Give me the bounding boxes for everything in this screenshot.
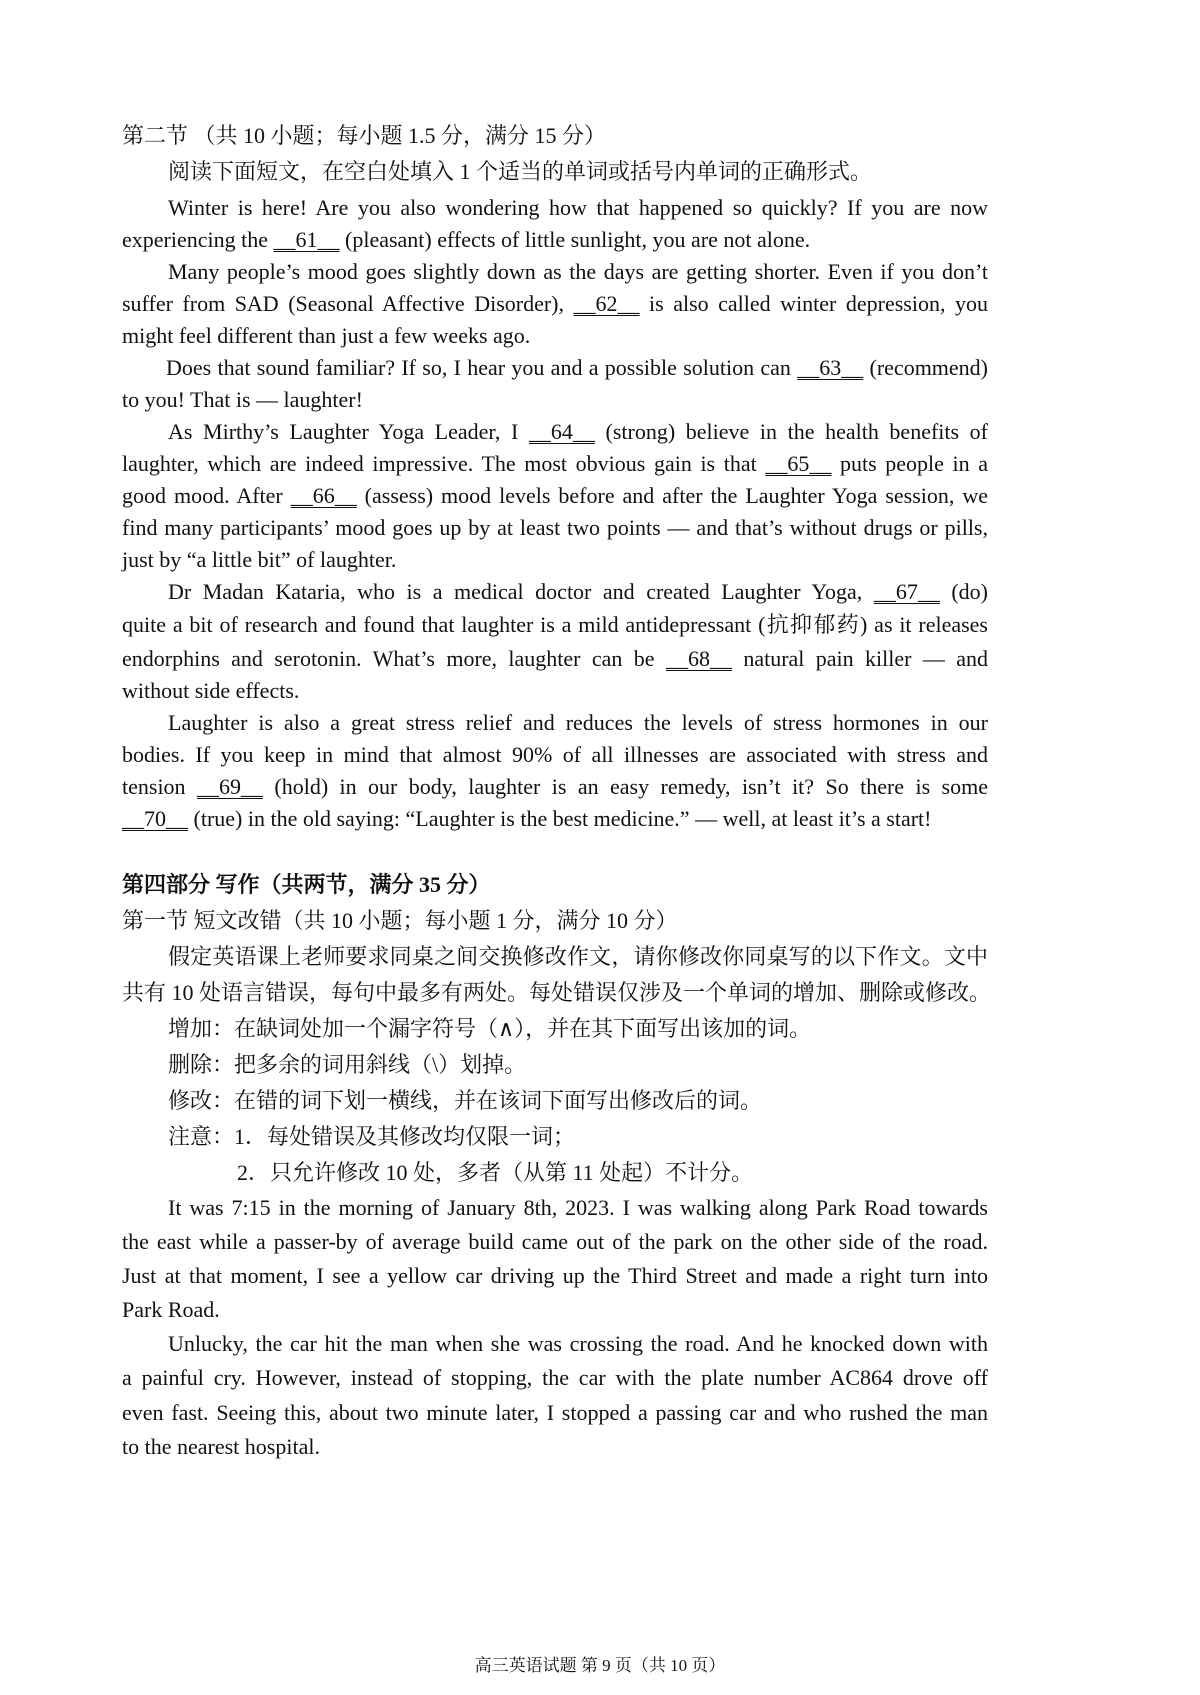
rule-delete: 删除：把多余的词用斜线（\）划掉。 [168, 1052, 527, 1077]
passage-line: experiencing the __61__ (pleasant) effects of little sunlight, you are not alone. [122, 227, 811, 252]
passage-line: __70__ (true) in the old saying: “Laughter is the best medicine.” — well, at least it’s a start! [122, 806, 932, 831]
passage-line: suffer from SAD (Seasonal Affective Disorder), __62__ is also called winter depression, you [122, 291, 988, 316]
note-1: 注意：1．每处错误及其修改均仅限一词； [168, 1124, 576, 1149]
essay-line: It was 7:15 in the morning of January 8th, 2023. I was walking along Park Road towards [168, 1195, 988, 1220]
passage-line: to you! That is — laughter! [122, 387, 363, 412]
note-2: 2．只允许修改 10 处，多者（从第 11 处起）不计分。 [237, 1160, 754, 1185]
passage-line: quite a bit of research and found that laughter is a mild antidepressant (抗抑郁药) as it releases [122, 612, 988, 637]
essay-line: Just at that moment, I see a yellow car driving up the Third Street and made a right turn into [122, 1263, 988, 1288]
part-heading: 第四部分 写作（共两节，满分 35 分） [122, 872, 491, 897]
passage-line: endorphins and serotonin. What’s more, laughter can be __68__ natural pain killer — and [122, 646, 989, 671]
passage-line: tension __69__ (hold) in our body, laughter is an easy remedy, isn’t it? So there is some [122, 774, 988, 799]
blank-66: __66__ [290, 483, 357, 508]
passage-line: good mood. After __66__ (assess) mood levels before and after the Laughter Yoga session, we [122, 483, 988, 508]
passage-line: Laughter is also a great stress relief and reduces the levels of stress hormones in our [168, 710, 988, 735]
instruction-line: 共有 10 处语言错误，每句中最多有两处。每处错误仅涉及一个单词的增加、删除或修改。 [122, 980, 992, 1005]
passage-line: laughter, which are indeed impressive. The most obvious gain is that __65__ puts people in a [122, 451, 988, 476]
passage-line: find many participants’ mood goes up by at least two points — and that’s without drugs or pills, [122, 515, 988, 540]
blank-61: __61__ [273, 227, 340, 252]
blank-64: __64__ [528, 419, 595, 444]
section-instruction: 阅读下面短文，在空白处填入 1 个适当的单词或括号内单词的正确形式。 [168, 159, 873, 184]
passage-line: just by “a little bit” of laughter. [122, 547, 397, 572]
blank-63: __63__ [797, 355, 864, 380]
essay-line: to the nearest hospital. [122, 1434, 320, 1459]
blank-69: __69__ [196, 774, 263, 799]
blank-70: __70__ [122, 806, 188, 831]
rule-modify: 修改：在错的词下划一横线，并在该词下面写出修改后的词。 [168, 1088, 763, 1113]
essay-line: a painful cry. However, instead of stopping, the car with the plate number AC864 drove off [122, 1365, 988, 1390]
blank-65: __65__ [765, 451, 832, 476]
passage-line: Does that sound familiar? If so, I hear you and a possible solution can __63__ (recommend) [166, 355, 989, 380]
subsection-heading: 第一节 短文改错（共 10 小题；每小题 1 分，满分 10 分） [122, 908, 678, 933]
passage-line: As Mirthy’s Laughter Yoga Leader, I __64__ (strong) believe in the health benefits of [168, 419, 989, 444]
passage-line: bodies. If you keep in mind that almost 90% of all illnesses are associated with stress and [122, 742, 988, 767]
essay-line: even fast. Seeing this, about two minute later, I stopped a passing car and who rushed the man [122, 1400, 988, 1425]
blank-62: __62__ [573, 291, 640, 316]
essay-line: Park Road. [122, 1297, 220, 1322]
instruction-line: 假定英语课上老师要求同桌之间交换修改作文，请你修改你同桌写的以下作文。文中 [168, 944, 988, 969]
rule-add: 增加：在缺词处加一个漏字符号（∧），并在其下面写出该加的词。 [168, 1016, 812, 1041]
section-heading: 第二节 （共 10 小题；每小题 1.5 分，满分 15 分） [122, 123, 607, 148]
blank-67: __67__ [873, 579, 940, 604]
passage-line: Winter is here! Are you also wondering how that happened so quickly? If you are now [168, 195, 988, 220]
essay-line: the east while a passer-by of average build came out of the park on the other side of the road. [122, 1229, 988, 1254]
passage-line: Dr Madan Kataria, who is a medical doctor and created Laughter Yoga, __67__ (do) [168, 579, 989, 604]
passage-line: without side effects. [122, 678, 300, 703]
page-footer: 高三英语试题 第 9 页（共 10 页） [474, 1656, 726, 1675]
passage-line: Many people’s mood goes slightly down as the days are getting shorter. Even if you don’t [168, 259, 988, 284]
passage-line: might feel different than just a few weeks ago. [122, 323, 531, 348]
essay-line: Unlucky, the car hit the man when she was crossing the road. And he knocked down with [168, 1331, 988, 1356]
blank-68: __68__ [665, 646, 732, 671]
